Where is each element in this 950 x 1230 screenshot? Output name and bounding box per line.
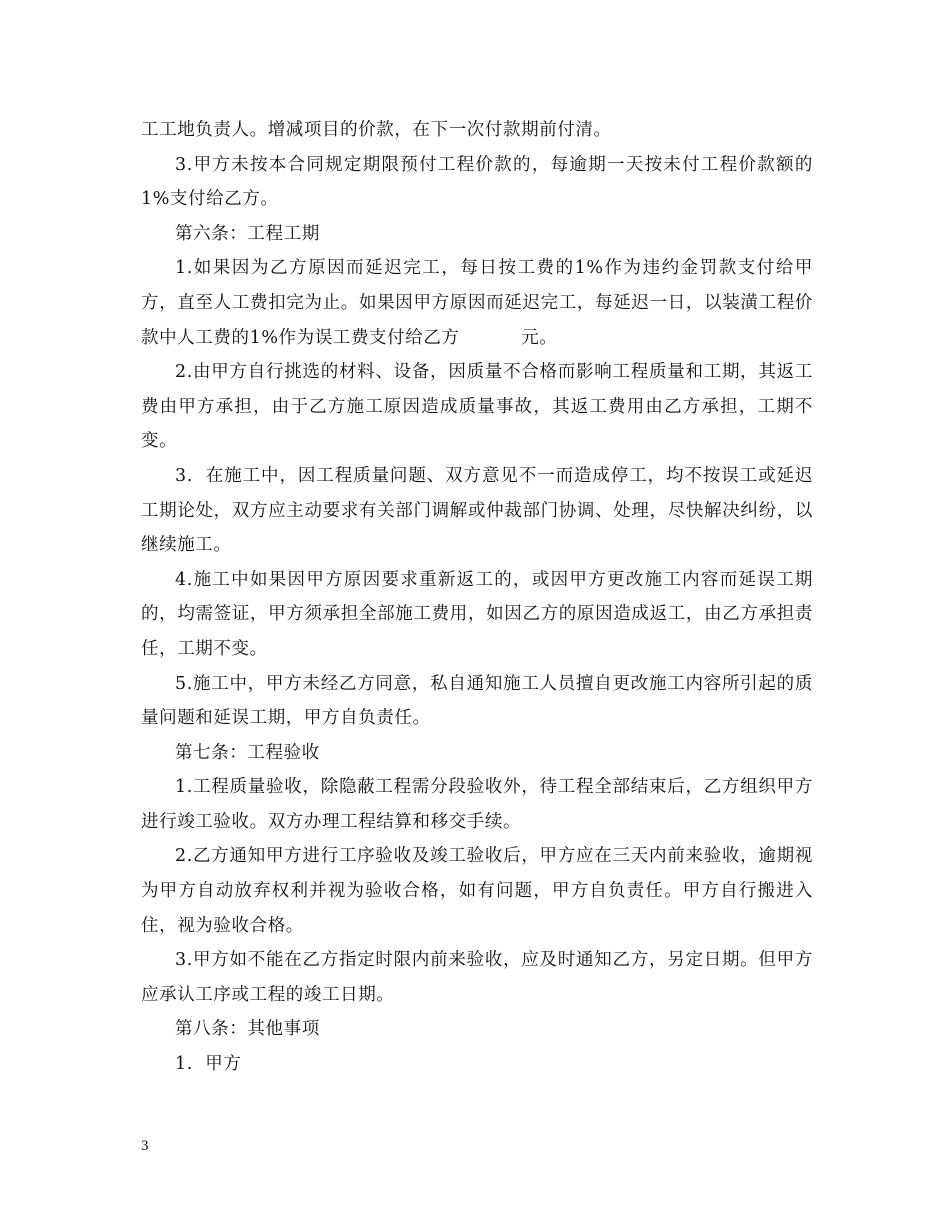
paragraph: 1.工程质量验收，除隐蔽工程需分段验收外，待工程全部结束后，乙方组织甲方进行竣工验收。双方办理工程结算和移交手续。 bbox=[141, 777, 813, 832]
paragraph: 4.施工中如果因甲方原因要求重新返工的，或因甲方更改施工内容而延误工期的，均需签证，甲方须承担全部施工费用，如因乙方的原因造成返工，由乙方承担责任，工期不变。 bbox=[141, 569, 813, 659]
paragraph: 1.如果因为乙方原因而延迟完工，每日按工费的1%作为违约金罚款支付给甲方，直至人工费扣完为止。如果因甲方原因而延迟完工，每延迟一日，以装潢工程价款中人工费的1%作为误工费支付给乙方 元。 bbox=[141, 258, 813, 348]
section-heading: 第七条：工程验收 bbox=[175, 742, 320, 763]
paragraph: 1. 甲方 bbox=[175, 1054, 242, 1075]
paragraph: 3.甲方如不能在乙方指定时限内前来验收，应及时通知乙方，另定日期。但甲方应承认工序或工程的竣工日期。 bbox=[141, 950, 813, 1005]
section-heading: 第八条：其他事项 bbox=[175, 1019, 320, 1040]
page-number: 3 bbox=[141, 1138, 149, 1154]
paragraph: 2.乙方通知甲方进行工序验收及竣工验收后，甲方应在三天内前来验收，逾期视为甲方自动放弃权利并视为验收合格，如有问题，甲方自负责任。甲方自行搬进入住，视为验收合格。 bbox=[141, 846, 813, 936]
paragraph: 2.由甲方自行挑选的材料、设备，因质量不合格而影响工程质量和工期，其返工费由甲方承担，由于乙方施工原因造成质量事故，其返工费用由乙方承担，工期不变。 bbox=[141, 362, 813, 452]
section-heading: 第六条：工程工期 bbox=[175, 223, 320, 244]
paragraph: 5.施工中，甲方未经乙方同意，私自通知施工人员擅自更改施工内容所引起的质量问题和延误工期，甲方自负责任。 bbox=[141, 673, 813, 729]
paragraph: 3. 在施工中，因工程质量问题、双方意见不一而造成停工，均不按误工或延迟工期论处，双方应主动要求有关部门调解或仲裁部门协调、处理，尽快解决纠纷，以继续施工。 bbox=[141, 465, 813, 556]
document-body bbox=[141, 113, 813, 1082]
paragraph: 工工地负责人。增减项目的价款，在下一次付款期前付清。 bbox=[141, 120, 612, 140]
paragraph: 3.甲方未按本合同规定期限预付工程价款的，每逾期一天按未付工程价款额的1%支付给乙方。 bbox=[141, 154, 813, 210]
